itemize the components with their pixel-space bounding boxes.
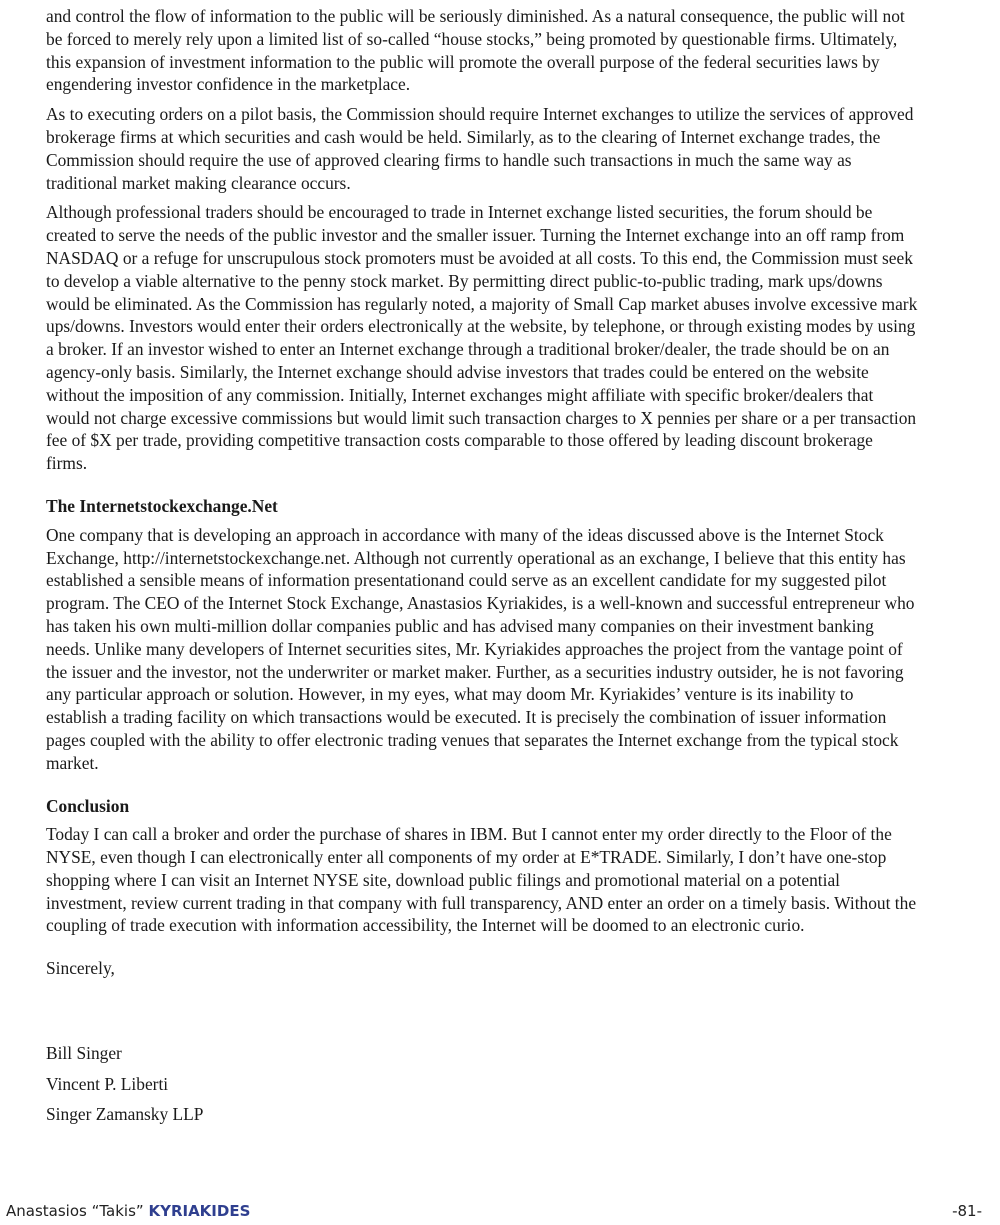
footer-author-prefix: Anastasios “Takis” [6,1202,149,1220]
body-paragraph: Although professional traders should be encouraged to trade in Internet exchange listed securities, the forum should be created to serve the needs of the public investor and the smaller issuer. Turning the Internet exchange into an off ramp from NASDAQ or a refuge for unscrupulous stock promoters must be avoided at all costs. To this end, the Commission must seek to develop a viable alternative to the penny stock market. By permitting direct public-to-public trading, mark ups/downs would be eliminated. As the Commission has regularly noted, a majority of Small Cap market abuses involve excessive mark ups/downs. Investors would enter their orders electronically at the website, by telephone, or through existing modes by using a broker. If an investor wished to enter an Internet exchange through a traditional broker/dealer, the trade should be on an agency-only basis. Similarly, the Internet exchange should advise investors that trades could be entered on the website without the imposition of any commission. Initially, Internet exchanges might affiliate with specific broker/dealers that would not charge excessive commissions but would limit such transaction charges to X pennies per share or a per transaction fee of $X per trade, providing competitive transaction costs comparable to those offered by leading discount brokerage firms. [46,202,918,474]
body-paragraph: Today I can call a broker and order the purchase of shares in IBM. But I cannot enter my order directly to the Floor of the NYSE, even though I can electronically enter all components of my order at E*TRADE. Similarly, I don’t have one-stop shopping where I can visit an Internet NYSE site, download public filings and promotional material on a potential investment, review current trading in that company with full transparency, AND enter an order on a timely basis. Without the coupling of trade execution with information accessibility, the Internet will be doomed to an electronic curio. [46,824,917,936]
signature-name: Vincent P. Liberti [46,1073,169,1094]
section-heading: Conclusion [46,795,130,816]
footer-author-surname: KYRIAKIDES [148,1202,251,1220]
page-footer [0,1200,1000,1224]
closing-salutation: Sincerely, [46,958,115,979]
page-number: -81- [952,1202,982,1220]
document-body [46,5,918,1130]
body-paragraph: One company that is developing an approach in accordance with many of the ideas discussed above is the Internet Stock Exchange, http://internetstockexchange.net. Although not currently operational as an exchange, I believe that this entity has established a sensible means of information presentationand could serve as an excellent candidate for my suggested pilot program. The CEO of the Internet Stock Exchange, Anastasios Kyriakides, is a well-known and successful entrepreneur who has taken his own multi-million dollar companies public and has advised many companies on their investment banking needs. Unlike many developers of Internet securities sites, Mr. Kyriakides approaches the project from the vantage point of the issuer and the investor, not the underwriter or market maker. Further, as a securities industry outsider, he is not favoring any particular approach or solution. However, in my eyes, what may doom Mr. Kyriakides’ venture is its inability to establish a trading facility on which transactions would be executed. It is precisely the combination of issuer information pages coupled with the ability to offer electronic trading venues that separates the Internet exchange from the typical stock market. [46,524,915,773]
signature-name: Bill Singer [46,1043,122,1064]
section-heading: The Internetstockexchange.Net [46,495,278,516]
signature-firm: Singer Zamansky LLP [46,1104,204,1125]
footer-author [6,1202,250,1220]
signature-block [46,1038,918,1130]
body-paragraph: and control the flow of information to the public will be seriously diminished. As a natural consequence, the public will not be forced to merely rely upon a limited list of so-called “house stocks,” being promoted by questionable firms. Ultimately, this expansion of investment information to the public will promote the overall purpose of the federal securities laws by engendering investor confidence in the marketplace. [46,6,905,95]
body-paragraph: As to executing orders on a pilot basis, the Commission should require Internet exchanges to utilize the services of approved brokerage firms at which securities and cash would be held. Similarly, as to the clearing of Internet exchange trades, the Commission should require the use of approved clearing firms to handle such transactions in much the same way as traditional market making clearance occurs. [46,104,914,193]
